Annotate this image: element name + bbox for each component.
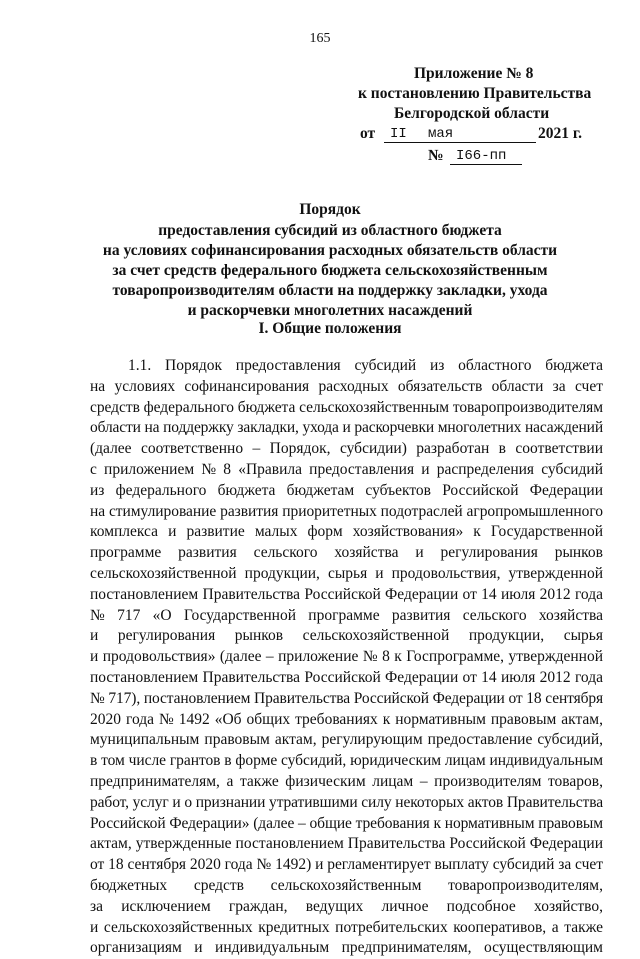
date-year: 2021 г. <box>538 125 583 142</box>
paragraph-line: № 717 «О Государственной программе развития сельского хозяйства <box>90 606 603 624</box>
paragraph-line: организациям и индивидуальным предпринимателям, осуществляющим <box>90 939 603 957</box>
paragraph-line: постановлением Правительства Российской Федерации от 14 июля 2012 года <box>90 668 603 686</box>
paragraph-line: предпринимателям, а также физическим лицам – производителям товаров, <box>90 772 603 790</box>
paragraph-line: работ, услуг и о признании утратившими силу некоторых актов Правительства <box>90 793 603 811</box>
date-day: II <box>390 126 407 142</box>
title-line: на условиях софинансирования расходных обязательств области <box>102 242 558 259</box>
body-paragraph <box>90 356 603 959</box>
paragraph-line: муниципальным правовым актам, регулирующим предоставление субсидий, <box>90 731 603 749</box>
paragraph-line: от 18 сентября 2020 года № 1492) и регламентирует выплату субсидий за счет <box>90 856 603 874</box>
title-line: предоставления субсидий из областного бюджета <box>158 222 502 239</box>
paragraph-line: на стимулирование развития приоритетных подотраслей агропромышленного <box>90 502 603 520</box>
paragraph-line: из федерального бюджета бюджетам субъектов Российской Федерации <box>90 481 603 499</box>
appendix-header <box>350 64 610 166</box>
paragraph-line: актам, утвержденные постановлением Правительства Российской Федерации <box>90 835 603 853</box>
appendix-reference: к постановлению Правительства <box>358 85 592 102</box>
paragraph-line: Российской Федерации» (далее – общие требования к нормативным правовым <box>90 814 603 832</box>
paragraph-line: постановлением Правительства Российской Федерации от 14 июля 2012 года <box>90 585 603 603</box>
number-label: № <box>428 147 444 164</box>
page-number: 165 <box>309 31 331 46</box>
number-value: I66-пп <box>456 148 507 164</box>
document-title <box>80 200 580 321</box>
title-line: товаропроизводителям области на поддержку закладки, ухода <box>112 282 548 299</box>
appendix-title: Приложение № 8 <box>414 65 534 82</box>
appendix-date-line <box>350 124 610 146</box>
paragraph-line: средств федерального бюджета сельскохозяйственным товаропроизводителям <box>90 398 603 416</box>
paragraph-line: и регулирования рынков сельскохозяйственной продукции, сырья <box>90 627 603 645</box>
title-line: за счет средств федерального бюджета сельскохозяйственным <box>112 262 548 279</box>
section-heading: I. Общие положения <box>258 320 402 337</box>
paragraph-line: сельскохозяйственной продукции, сырья и продовольствия, утвержденной <box>90 564 603 582</box>
paragraph-line: 2020 года № 1492 «Об общих требованиях к нормативным правовым актам, <box>90 710 603 728</box>
paragraph-line: на условиях софинансирования расходных обязательств области за счет <box>90 377 603 395</box>
appendix-region: Белгородской области <box>394 105 550 122</box>
date-field <box>384 124 536 143</box>
paragraph-line: и сельскохозяйственных кредитных потребительских кооперативов, а также <box>90 918 603 936</box>
date-prefix: от <box>360 125 376 142</box>
paragraph-line: в том числе грантов в форме субсидий, юридическим лицам индивидуальным <box>90 752 603 770</box>
paragraph-line: 1.1. Порядок предоставления субсидий из областного бюджета <box>128 357 603 374</box>
paragraph-line: комплекса и развитие малых форм хозяйствования» к Государственной <box>90 523 603 541</box>
paragraph-line: бюджетных средств сельскохозяйственным товаропроизводителям, <box>90 876 603 894</box>
appendix-number-line <box>350 146 610 166</box>
title-line: и раскорчевки многолетних насаждений <box>187 302 473 319</box>
paragraph-line: № 717), постановлением Правительства Российской Федерации от 18 сентября <box>90 689 603 707</box>
paragraph-line: с приложением № 8 «Правила предоставления и распределения субсидий <box>90 460 603 478</box>
paragraph-line: и продовольствия» (далее – приложение № 8 к Госпрограмме, утвержденной <box>90 648 603 666</box>
paragraph-line: области на поддержку закладки, ухода и раскорчевки многолетних насаждений <box>90 419 603 437</box>
date-month: мая <box>428 126 454 142</box>
paragraph-line: программе развития сельского хозяйства и регулирования рынков <box>90 544 603 562</box>
title-main: Порядок <box>299 201 361 218</box>
paragraph-line: за исключением граждан, ведущих личное подсобное хозяйство, <box>90 897 603 915</box>
paragraph-line: (далее соответственно – Порядок, субсидии) разработан в соответствии <box>90 440 603 458</box>
number-field <box>450 146 522 165</box>
